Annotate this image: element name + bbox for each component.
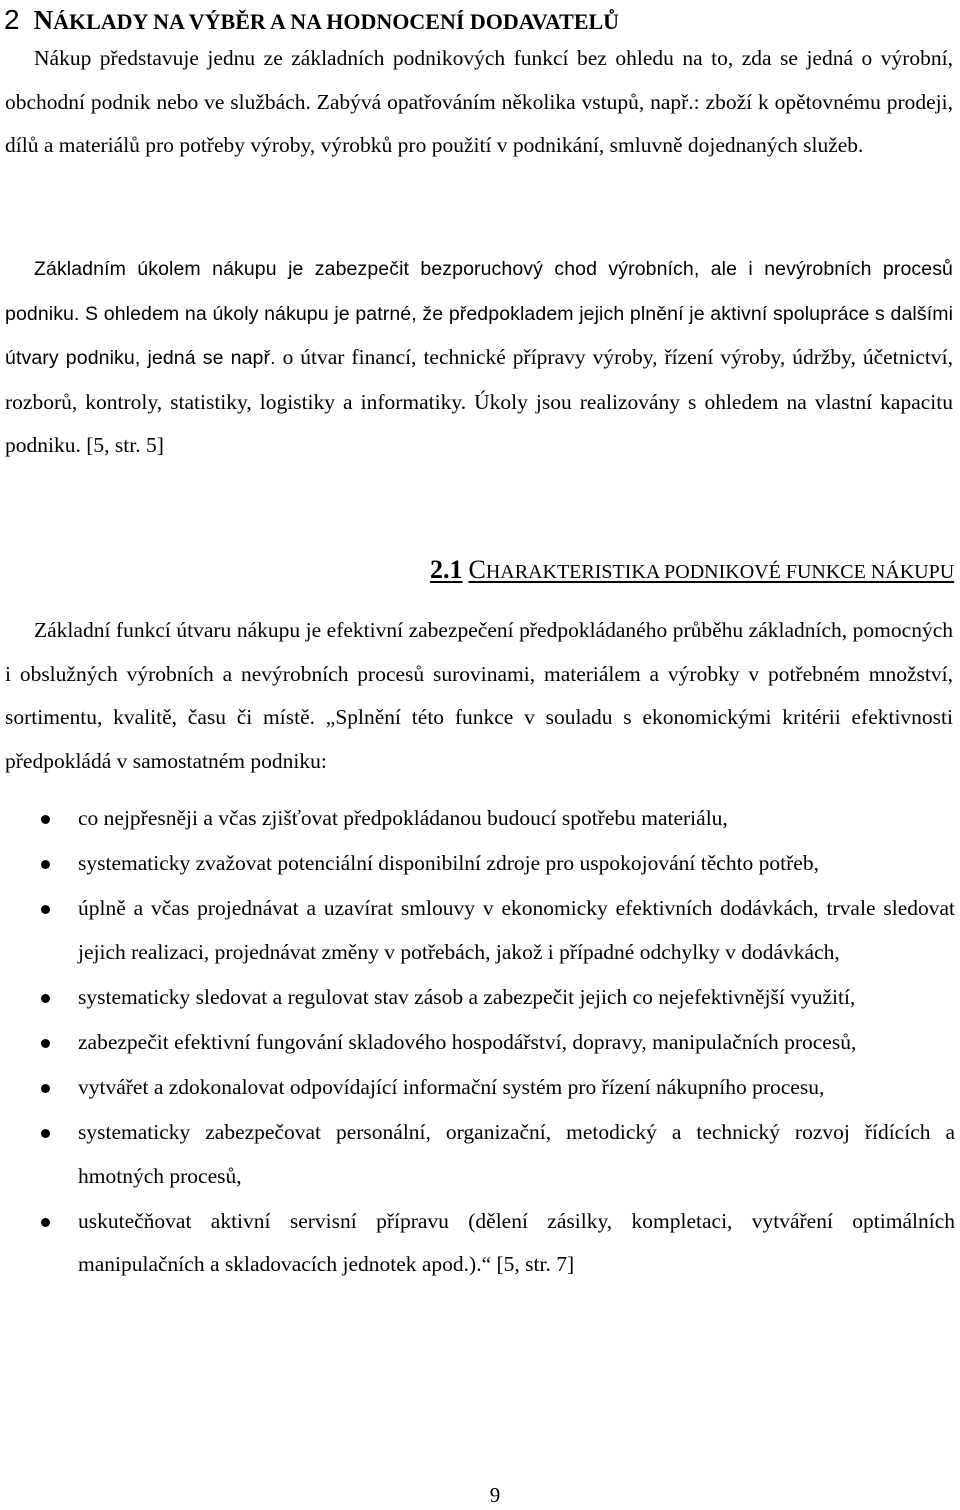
section-number: 2.1 bbox=[430, 555, 463, 584]
bullet-icon bbox=[41, 1039, 50, 1048]
task-text-1: Základním úkolem nákupu je zabezpečit bezporuchový chod výrobních, ale i nevýrobních procesů podniku. bbox=[5, 258, 953, 325]
bullet-icon bbox=[41, 1084, 50, 1093]
list-item: systematicky sledovat a regulovat stav zásob a zabezpečit jejich co nejefektivnější využití, bbox=[0, 976, 960, 1020]
section-title-rest: HARAKTERISTIKA PODNIKOVÉ FUNKCE NÁKUPU bbox=[485, 561, 955, 583]
section-heading bbox=[430, 550, 954, 592]
task-text-3: o útvar financí, technické přípravy výroby, řízení výroby, údržby, účetnictví, rozborů, kontroly, statistiky, logistiky a informatiky. Úkoly jsou realizovány s ohledem na vlastní kapacitu podniku. [5, str. 5] bbox=[5, 345, 953, 457]
chapter-title-rest: ÁKLADY NA VÝBĚR A NA HODNOCENÍ DODAVATELŮ bbox=[53, 9, 620, 34]
list-item: systematicky zabezpečovat personální, organizační, metodický a technický rozvoj řídících a hmotných procesů, bbox=[0, 1111, 960, 1198]
bullet-icon bbox=[41, 994, 50, 1003]
section-title-initial: C bbox=[468, 555, 486, 584]
task-text-2: S ohledem na úkoly nákupu je patrné, že předpokladem jejich plnění je aktivní spolupráce s dalšími útvary podniku, jedná se např. bbox=[5, 302, 953, 369]
task-paragraph bbox=[5, 247, 953, 468]
list-item: systematicky zvažovat potenciální disponibilní zdroje pro uspokojování těchto potřeb, bbox=[0, 842, 960, 886]
bullet-icon bbox=[41, 860, 50, 869]
chapter-title-initial: N bbox=[33, 5, 54, 35]
bullet-icon bbox=[41, 1218, 50, 1227]
bullet-icon bbox=[41, 905, 50, 914]
chapter-number: 2 bbox=[4, 4, 20, 35]
requirements-list bbox=[0, 797, 960, 1288]
intro-text: Nákup představuje jednu ze základních podnikových funkcí bez ohledu na to, zda se jedná o výrobní, obchodní podnik nebo ve službách. Zabývá opatřováním několika vstupů, např.: zboží k opětovnému prodeji, dílů a materiálů pro potřeby výroby, výrobků pro použití v podnikání, smluvně dojednaných služeb. bbox=[5, 46, 953, 157]
section-paragraph bbox=[5, 609, 953, 783]
list-item: úplně a včas projednávat a uzavírat smlouvy v ekonomicky efektivních dodávkách, trvale sledovat jejich realizaci, projednávat změny v potřebách, jakož i případné odchylky v dodávkách, bbox=[0, 887, 960, 974]
bullet-icon bbox=[41, 815, 50, 824]
list-item: co nejpřesněji a včas zjišťovat předpokládanou budoucí spotřebu materiálu, bbox=[0, 797, 960, 841]
bullet-icon bbox=[41, 1129, 50, 1138]
intro-paragraph bbox=[5, 37, 953, 168]
page-number: 9 bbox=[489, 1483, 501, 1507]
list-item: uskutečňovat aktivní servisní přípravu (dělení zásilky, kompletaci, vytváření optimálních manipulačních a skladovacích jednotek apod.).“ [5, str. 7] bbox=[0, 1200, 960, 1287]
section-text: Základní funkcí útvaru nákupu je efektivní zabezpečení předpokládaného průběhu základních, pomocných i obslužných výrobních a nevýrobních procesů surovinami, materiálem a výrobky v potřebném množství, sortimentu, kvalitě, času či místě. „Splnění této funkce v souladu s ekonomickými kritérii efektivnosti předpokládá v samostatném podniku: bbox=[5, 618, 953, 773]
list-item: vytvářet a zdokonalovat odpovídající informační systém pro řízení nákupního procesu, bbox=[0, 1066, 960, 1110]
chapter-heading bbox=[4, 2, 619, 40]
list-item: zabezpečit efektivní fungování skladového hospodářství, dopravy, manipulačních procesů, bbox=[0, 1021, 960, 1065]
